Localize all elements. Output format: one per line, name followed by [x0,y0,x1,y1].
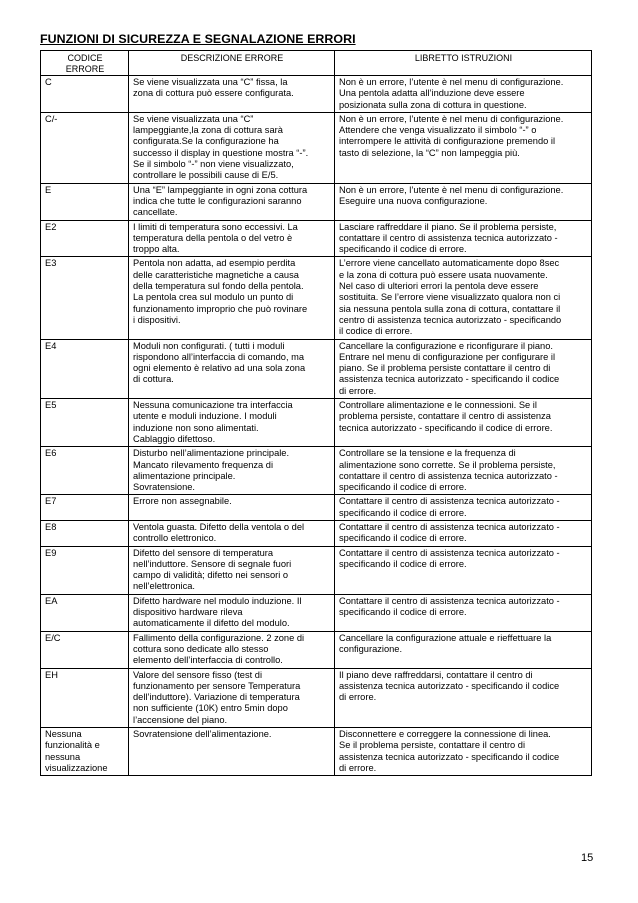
error-instructions: Cancellare la configurazione attuale e rieffettuare la configurazione. [335,631,592,668]
header-descrizione-errore: DESCRIZIONE ERRORE [129,51,335,76]
table-row [41,631,592,668]
error-code: E4 [41,339,129,398]
error-description: Pentola non adatta, ad esempio perdita delle caratteristiche magnetiche a causa della temperatura sul fondo della pentola. La pentola crea sul modulo un punto di funzionamento improprio che può rovinare i dispositivi. [129,257,335,339]
header-libretto-istruzioni: LIBRETTO ISTRUZIONI [335,51,592,76]
error-instructions: Controllare se la tensione e la frequenza di alimentazione sono corrette. Se il problema persiste, contattare il centro di assistenza tecnica autorizzato - specificando il codice di errore. [335,447,592,495]
error-instructions: Non è un errore, l’utente è nel menu di configurazione. Una pentola adatta all’induzione deve essere posizionata sulla zona di cottura in questione. [335,76,592,113]
error-description: Nessuna comunicazione tra interfaccia utente e moduli induzione. I moduli induzione non sono alimentati. Cablaggio difettoso. [129,399,335,447]
error-code: E7 [41,495,129,521]
error-code: E/C [41,631,129,668]
error-instructions: Contattare il centro di assistenza tecnica autorizzato - specificando il codice di errore. [335,495,592,521]
error-instructions: Non è un errore, l’utente è nel menu di configurazione. Eseguire una nuova configurazione. [335,183,592,220]
error-instructions: Contattare il centro di assistenza tecnica autorizzato - specificando il codice di errore. [335,546,592,594]
error-description: Se viene visualizzata una “C” lampeggiante,la zona di cottura sarà configurata.Se la configurazione ha successo il display in questione mostra “-”. Se il simbolo “-” non viene visualizzato, controllare le possibili cause di E/5. [129,112,335,183]
error-description: Una “E” lampeggiante in ogni zona cottura indica che tutte le configurazioni saranno cancellate. [129,183,335,220]
table-row [41,594,592,631]
error-description: Difetto hardware nel modulo induzione. Il dispositivo hardware rileva automaticamente il difetto del modulo. [129,594,335,631]
error-instructions: Disconnettere e correggere la connessione di linea. Se il problema persiste, contattare il centro di assistenza tecnica autorizzato - specificando il codice di errore. [335,728,592,776]
table-row [41,183,592,220]
table-row [41,112,592,183]
error-code: C [41,76,129,113]
error-instructions: Contattare il centro di assistenza tecnica autorizzato - specificando il codice di errore. [335,594,592,631]
error-description: Difetto del sensore di temperatura nell’induttore. Sensore di segnale fuori campo di validità; difetto nei sensori o nell’elettronica. [129,546,335,594]
error-instructions: Il piano deve raffreddarsi, contattare il centro di assistenza tecnica autorizzato - specificando il codice di errore. [335,668,592,727]
table-row [41,728,592,776]
error-description: I limiti di temperatura sono eccessivi. La temperatura della pentola o del vetro è troppo alta. [129,220,335,257]
header-codice-errore: CODICE ERRORE [41,51,129,76]
error-instructions: Lasciare raffreddare il piano. Se il problema persiste, contattare il centro di assistenza tecnica autorizzato - specificando il codice di errore. [335,220,592,257]
table-row [41,520,592,546]
error-table [40,50,592,776]
error-code: E6 [41,447,129,495]
error-code: E9 [41,546,129,594]
page-number: 15 [581,852,594,864]
table-row [41,447,592,495]
error-instructions: Cancellare la configurazione e riconfigurare il piano. Entrare nel menu di configurazione per configurare il piano. Se il problema persiste contattare il centro di assistenza tecnica autorizzato - specificando il codice di errore. [335,339,592,398]
error-description: Ventola guasta. Difetto della ventola o del controllo elettronico. [129,520,335,546]
error-instructions: Contattare il centro di assistenza tecnica autorizzato - specificando il codice di errore. [335,520,592,546]
error-code: EH [41,668,129,727]
table-row [41,668,592,727]
error-description: Fallimento della configurazione. 2 zone di cottura sono dedicate allo stesso elemento dell’interfaccia di controllo. [129,631,335,668]
page-title: FUNZIONI DI SICUREZZA E SEGNALAZIONE ERRORI [40,32,356,46]
error-description: Disturbo nell’alimentazione principale. Mancato rilevamento frequenza di alimentazione principale. Sovratensione. [129,447,335,495]
error-instructions: Controllare alimentazione e le connessioni. Se il problema persiste, contattare il centro di assistenza tecnica autorizzato - specificando il codice di errore. [335,399,592,447]
table-row [41,399,592,447]
table-row [41,546,592,594]
table-row [41,220,592,257]
error-code: C/- [41,112,129,183]
error-description: Errore non assegnabile. [129,495,335,521]
error-code: E8 [41,520,129,546]
error-description: Se viene visualizzata una “C” fissa, la zona di cottura può essere configurata. [129,76,335,113]
error-instructions: L’errore viene cancellato automaticamente dopo 8sec e la zona di cottura può essere usata nuovamente. Nel caso di ulteriori errori la pentola deve essere sostituita. Se l’errore viene visualizzato qualora non ci sia nessuna pentola sulla zona di cottura, contattare il centro di assistenza tecnica autorizzato - specificando il codice di errore. [335,257,592,339]
table-row [41,76,592,113]
table-row [41,339,592,398]
table-row [41,257,592,339]
error-code: E5 [41,399,129,447]
error-description: Sovratensione dell’alimentazione. [129,728,335,776]
error-code: E2 [41,220,129,257]
error-code: E [41,183,129,220]
error-description: Valore del sensore fisso (test di funzionamento per sensore Temperatura dell’induttore). Variazione di temperatura non sufficiente (10K) entro 5min dopo l’accensione del piano. [129,668,335,727]
table-row [41,495,592,521]
error-code: Nessuna funzionalità e nessuna visualizzazione [41,728,129,776]
error-code: EA [41,594,129,631]
error-code: E3 [41,257,129,339]
error-description: Moduli non configurati. ( tutti i moduli rispondono all’interfaccia di comando, ma ogni elemento è relativo ad una sola zona di cottura. [129,339,335,398]
error-instructions: Non è un errore, l’utente è nel menu di configurazione. Attendere che venga visualizzato il simbolo “-” o interrompere le attività di configurazione premendo il tasto di selezione, la “C” non lampeggia più. [335,112,592,183]
table-header-row [41,51,592,76]
